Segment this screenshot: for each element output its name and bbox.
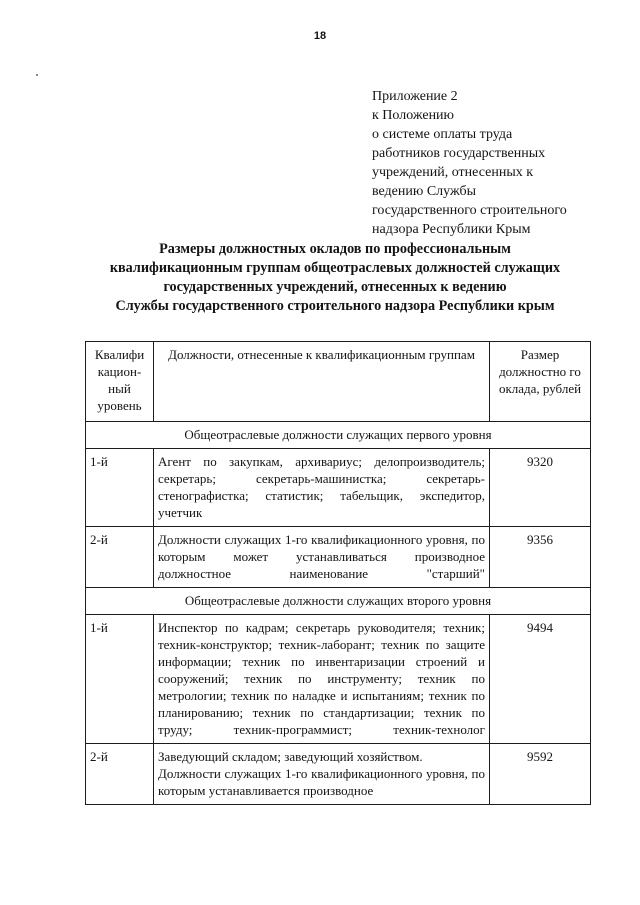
table-row	[86, 527, 591, 588]
table-row	[86, 449, 591, 527]
page-number: 18	[313, 30, 327, 42]
document-title	[60, 240, 610, 316]
title-line: Размеры должностных окладов по профессиональным	[159, 241, 511, 257]
header-qualification-level: Квалифи кацион- ный уровень	[86, 342, 154, 422]
positions-cell: Должности служащих 1-го квалификационного уровня, по которым может устанавливаться производное должностное наименование "старший"	[154, 527, 490, 588]
table-row	[86, 615, 591, 744]
appendix-line: ведению Службы	[372, 184, 476, 199]
appendix-line: государственного строительного	[372, 203, 567, 218]
table-header-row	[86, 342, 591, 422]
salary-cell: 9356	[490, 527, 591, 588]
scan-speck	[36, 74, 38, 76]
positions-cell	[154, 744, 490, 805]
appendix-line: учреждений, отнесенных к	[372, 165, 534, 180]
appendix-line: работников государственных	[372, 146, 546, 161]
positions-cell: Инспектор по кадрам; секретарь руководителя; техник; техник-конструктор; техник-лаборант; техник по защите информации; техник по инвентаризации строений и сооружений; техник по инструменту; техник по метрологии; техник по наладке и испытаниям; техник по планированию; техник по стандартизации; техник по труду; техник-программист; техник-технолог	[154, 615, 490, 744]
appendix-line: о системе оплаты труда	[372, 127, 513, 142]
title-line: квалификационным группам общеотраслевых должностей служащих	[109, 260, 561, 276]
level-cell: 2-й	[86, 744, 154, 805]
level-cell: 1-й	[86, 449, 154, 527]
header-salary: Размер должностно го оклада, рублей	[490, 342, 591, 422]
level-cell: 2-й	[86, 527, 154, 588]
level-cell: 1-й	[86, 615, 154, 744]
title-line: государственных учреждений, отнесенных к ведению	[163, 279, 507, 295]
table-row	[86, 744, 591, 805]
section-title: Общеотраслевые должности служащих первого уровня	[86, 422, 591, 449]
title-line: Службы государственного строительного надзора Республики крым	[115, 298, 555, 314]
appendix-note	[372, 87, 567, 239]
positions-cell: Агент по закупкам, архивариус; делопроизводитель; секретарь; секретарь-машинистка; секретарь-стенографистка; статистик; табельщик, экспедитор, учетчик	[154, 449, 490, 527]
salary-cell: 9592	[490, 744, 591, 805]
header-positions: Должности, отнесенные к квалификационным группам	[154, 342, 490, 422]
section-title: Общеотраслевые должности служащих второго уровня	[86, 588, 591, 615]
salary-cell: 9320	[490, 449, 591, 527]
positions-line: Должности служащих 1-го квалификационного уровня, по которым устанавливается производное	[158, 766, 485, 798]
appendix-line: надзора Республики Крым	[372, 222, 531, 237]
appendix-line: к Положению	[372, 108, 455, 123]
appendix-line: Приложение 2	[372, 89, 458, 104]
salary-table	[85, 341, 591, 805]
section-row	[86, 588, 591, 615]
section-row	[86, 422, 591, 449]
positions-line: Заведующий складом; заведующий хозяйством.	[158, 749, 423, 764]
salary-cell: 9494	[490, 615, 591, 744]
